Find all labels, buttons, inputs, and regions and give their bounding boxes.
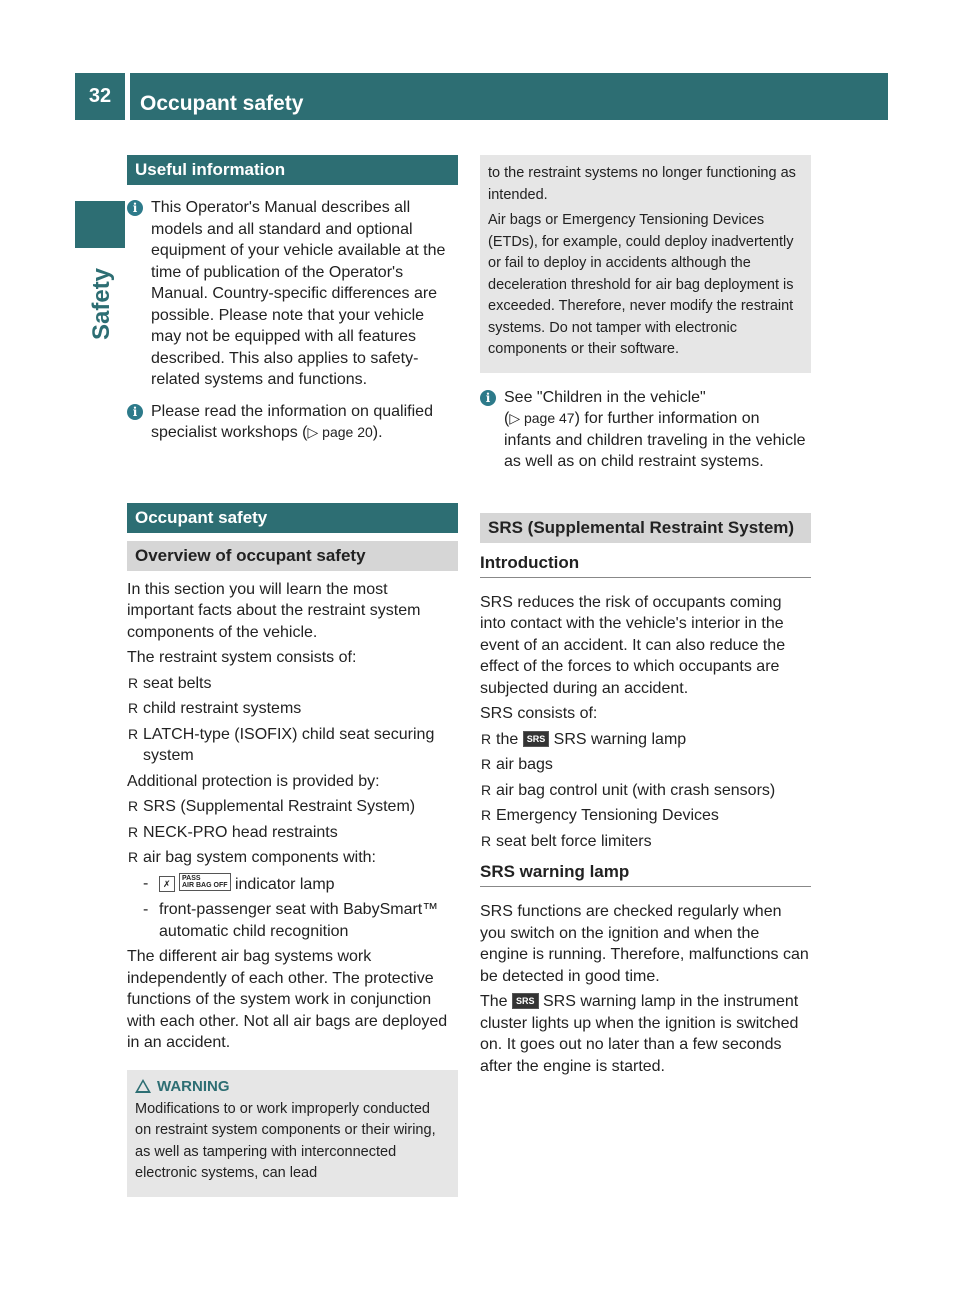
pass-airbag-off-icon: PASS AIR BAG OFF	[179, 873, 231, 891]
list-item: - front-passenger seat with BabySmart™ automatic child recognition	[127, 899, 458, 942]
info-icon: i	[127, 404, 143, 420]
list-item: R air bag control unit (with crash sensors)	[480, 780, 811, 802]
page-reference[interactable]: ▷ page 20	[307, 424, 373, 440]
info-text: This Operator's Manual describes all models and all standard and optional equipment of your vehicle available at the time of publication of the Operator's Manual. Country-specific differences are possible. Please note that your vehicle may not be equipped with all features described. This also applies to safety-related systems and functions.	[151, 199, 446, 388]
page-number: 32	[88, 85, 112, 107]
list-item: R NECK-PRO head restraints	[127, 822, 458, 844]
heading-useful-information: Useful information	[127, 155, 458, 185]
side-label-text: Safety	[88, 267, 115, 340]
bullet-list	[480, 729, 811, 853]
info-text: See "Children in the vehicle" (▷ page 47) for further information on infants and children traveling in the vehicle as well as on child restraint systems.	[504, 388, 806, 470]
bullet-list	[127, 796, 458, 869]
paragraph: SRS functions are checked regularly when you switch on the ignition and when the engine is running. Therefore, malfunctions can be detected in good time.	[480, 903, 809, 985]
list-item: R air bag system components with:	[127, 847, 458, 869]
heading-overview: Overview of occupant safety	[127, 541, 458, 571]
heading-occupant-safety: Occupant safety	[127, 503, 458, 533]
sub-list	[127, 873, 458, 943]
bullet-list	[127, 673, 458, 767]
list-item: R SRS (Supplemental Restraint System)	[127, 796, 458, 818]
info-note	[127, 401, 458, 448]
warning-text: to the restraint systems no longer functioning as intended.	[488, 165, 796, 203]
srs-icon: SRS	[523, 731, 550, 747]
passenger-airbag-icon: ✗	[159, 876, 175, 892]
paragraph: The different air bag systems work independently of each other. The protective functions of the system work in conjunction with each other. Not all air bags are deployed in an accident.	[127, 948, 448, 1051]
list-item: R seat belt force limiters	[480, 831, 811, 853]
right-column	[480, 155, 811, 1081]
info-note	[480, 387, 811, 477]
section-marker	[75, 201, 125, 248]
warning-text: Modifications to or work improperly conducted on restraint system components or their wiring, as well as tampering with interconnected electronic systems, can lead	[135, 1100, 436, 1181]
side-margin	[75, 73, 125, 1303]
paragraph: In this section you will learn the most important facts about the restraint system components of the vehicle.	[127, 580, 421, 641]
page-title: Occupant safety	[140, 92, 304, 115]
page-number-box	[75, 73, 125, 120]
warning-text: Air bags or Emergency Tensioning Devices (ETDs), for example, could deploy inadvertently or fail to deploy in accidents although the deceleration threshold for air bag deployment is exceeded. Therefore, never modify the restraint systems. Do not tamper with electronic components or their software.	[488, 212, 794, 357]
paragraph: The restraint system consists of:	[127, 649, 357, 666]
list-item: R LATCH-type (ISOFIX) child seat securing system	[127, 724, 458, 767]
heading-srs: SRS (Supplemental Restraint System)	[480, 513, 811, 543]
list-item: - ✗ PASS AIR BAG OFF indicator lamp	[127, 873, 458, 896]
warning-box	[127, 1070, 458, 1197]
heading-introduction: Introduction	[480, 553, 811, 578]
list-item: R seat belts	[127, 673, 458, 695]
left-column	[127, 155, 458, 1197]
list-item: R air bags	[480, 754, 811, 776]
paragraph: The SRS SRS warning lamp in the instrument cluster lights up when the ignition is switched on. It goes out no later than a few seconds after the engine is started.	[480, 993, 799, 1075]
info-icon: i	[480, 390, 496, 406]
warning-box-continued	[480, 155, 811, 373]
heading-srs-warning-lamp: SRS warning lamp	[480, 862, 811, 887]
paragraph: SRS consists of:	[480, 705, 598, 722]
warning-icon	[135, 1079, 151, 1093]
page-reference[interactable]: ▷ page 47	[509, 410, 575, 426]
info-note	[127, 197, 458, 395]
paragraph: Additional protection is provided by:	[127, 772, 380, 790]
srs-icon: SRS	[512, 993, 539, 1009]
warning-title: WARNING	[135, 1078, 450, 1095]
info-icon: i	[127, 200, 143, 216]
paragraph: SRS reduces the risk of occupants coming into contact with the vehicle's interior in the event of an accident. It can also reduce the effect of the forces to which occupants are subjected during an accident.	[480, 593, 786, 697]
list-item: R Emergency Tensioning Devices	[480, 805, 811, 827]
info-text: Please read the information on qualified specialist workshops (▷ page 20).	[151, 402, 433, 441]
list-item: R child restraint systems	[127, 698, 458, 720]
list-item: R the SRS SRS warning lamp	[480, 729, 811, 751]
